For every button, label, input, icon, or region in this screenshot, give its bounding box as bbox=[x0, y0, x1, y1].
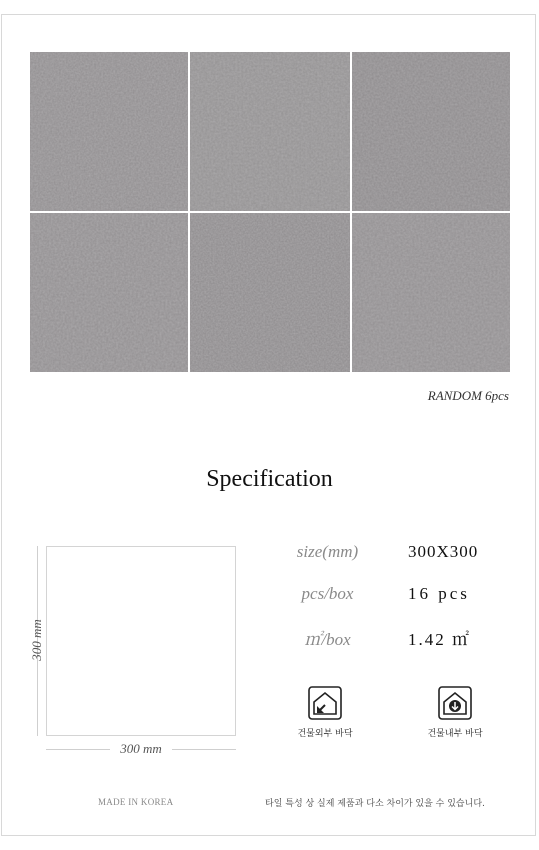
house-arrow-exterior-icon bbox=[308, 686, 342, 720]
tile-image-grid bbox=[30, 52, 509, 373]
specification-title: Specification bbox=[206, 466, 333, 492]
tile-image bbox=[190, 52, 350, 211]
dimension-label-horizontal: 300 mm bbox=[110, 741, 172, 757]
spec-row-pcs-per-box bbox=[270, 584, 510, 608]
tile-image bbox=[30, 52, 188, 211]
spec-value: 16 pcs bbox=[408, 584, 470, 603]
exterior-floor-usage bbox=[270, 686, 380, 739]
random-pieces-caption: RANDOM 6pcs bbox=[427, 388, 509, 403]
tile-image bbox=[352, 213, 510, 372]
spec-value: 300X300 bbox=[408, 542, 479, 561]
spec-row-size bbox=[270, 542, 510, 566]
spec-value: 1.42 ㎡ bbox=[408, 630, 471, 649]
tile-image bbox=[190, 213, 350, 372]
tile-image bbox=[352, 52, 510, 211]
interior-floor-usage bbox=[400, 686, 510, 739]
tile-image bbox=[30, 213, 188, 372]
spec-label: pcs/box bbox=[301, 584, 354, 603]
interior-floor-label: 건물내부 바닥 bbox=[427, 729, 483, 739]
dimension-label-vertical: 300 mm bbox=[29, 619, 44, 661]
spec-label: size(mm) bbox=[296, 542, 359, 561]
spec-row-area-per-box bbox=[270, 625, 510, 649]
exterior-floor-label: 건물외부 바닥 bbox=[297, 729, 353, 739]
spec-label: ㎡/box bbox=[304, 630, 351, 649]
tile-size-diagram bbox=[46, 546, 236, 736]
product-notice: 타일 특성 상 실제 제품과 다소 차이가 있을 수 있습니다. bbox=[265, 799, 485, 809]
house-arrow-interior-icon bbox=[438, 686, 472, 720]
made-in-korea: MADE IN KOREA bbox=[98, 797, 174, 807]
